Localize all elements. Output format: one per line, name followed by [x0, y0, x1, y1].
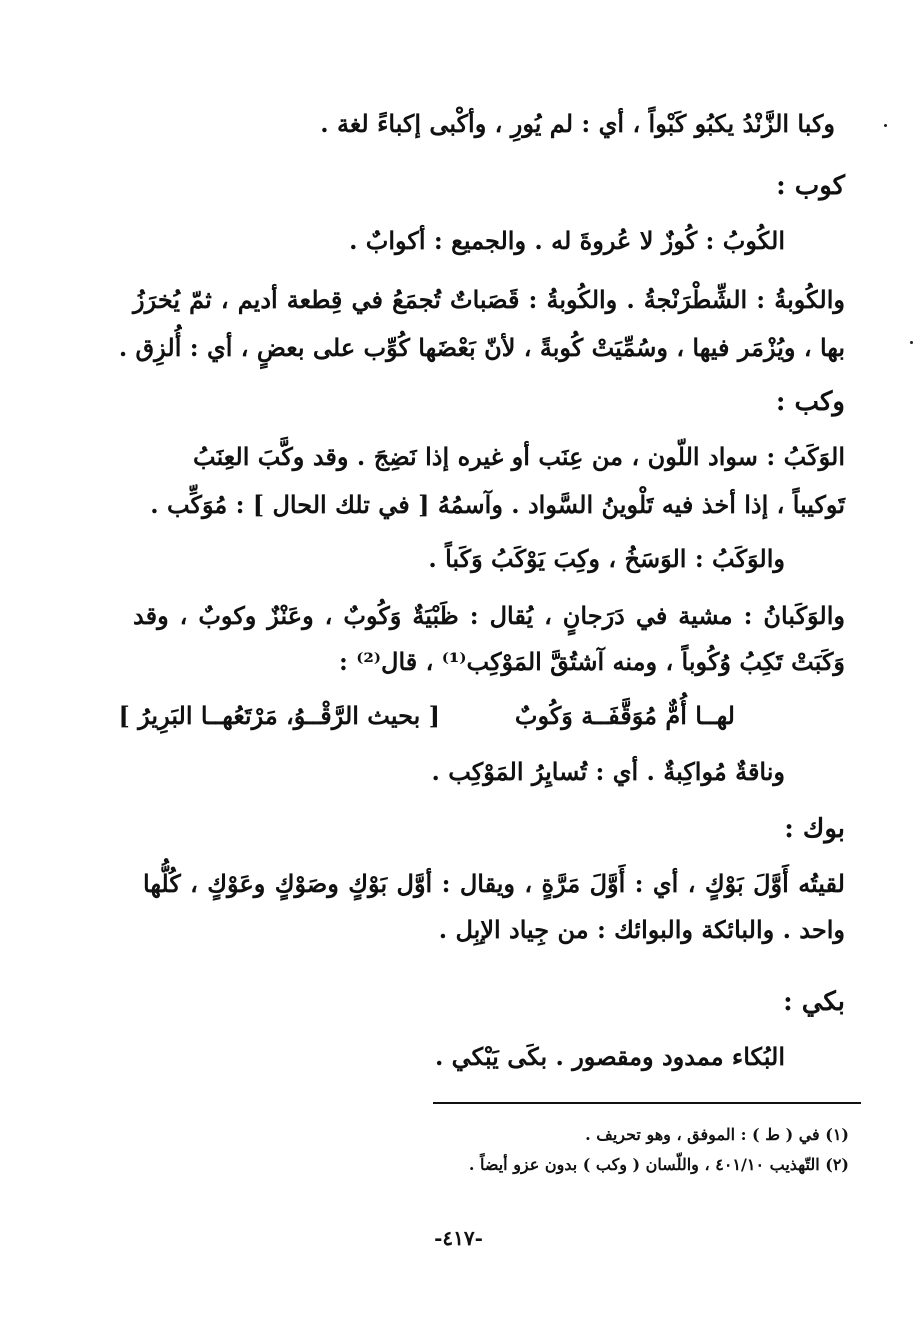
text-line: وكبا الزَّنْدُ يكبُو كَبْواً ، أي : لم يُورِ ، وأكْبى إكباءً لغة . [320, 109, 835, 138]
text-line: الوَكَبُ : سواد اللّون ، من عِنَب أو غيره إذا نَضِجَ . وقد وكَّبَ العِنَبُ [193, 442, 846, 471]
text-line: والوَكَبانُ : مشية في دَرَجانٍ ، يُقال : ظَبْيَةٌ وَكُوبٌ ، وعَنْزٌ وكوبٌ ، وقد [133, 601, 845, 630]
entry-heading-bky: بكي : [783, 987, 845, 1017]
entry-heading-kwb: كوب : [776, 171, 845, 201]
entry-heading-wkb: وكب : [775, 387, 845, 417]
footnote-separator [433, 1102, 861, 1104]
scan-speck [884, 124, 887, 127]
verse-first-hemistich: لهــا أُمٌّ مُوَقَّفَــة وَكُوبٌ [514, 701, 735, 730]
text-line: الكُوبُ : كُوزٌ لا عُروةَ له . والجميع : أكوابٌ . [349, 226, 785, 255]
text-line: بها ، ويُزْمَر فيها ، وسُمِّيَتْ كُوبةً ، لأنّ بَعْضَها كُوِّب على بعضٍ ، أي : أُلزِق . [118, 333, 845, 362]
text-line: والوَكَبُ : الوَسَخُ ، وكِبَ يَوْكَبُ وَكَباً . [428, 544, 785, 573]
page-number: -٤١٧- [434, 1226, 483, 1250]
text-line: واحد . والبائكة والبوائك : من جِياد الإبِل . [438, 915, 845, 944]
text-line: البُكاء ممدود ومقصور . بكَى يَبْكي . [434, 1042, 785, 1071]
footnote-1: (١) في ( ط ) : الموفق ، وهو تحريف . [585, 1125, 849, 1144]
text-line: والكُوبةُ : الشِّطْرَنْجةُ . والكُوبةُ : قَصَباتٌ تُجمَعُ في قِطعة أديم ، ثمّ يُخرَزُ [133, 285, 845, 314]
scan-speck [910, 341, 913, 344]
footnote-2: (٢) التّهذيب ٤٠١/١٠ ، واللّسان ( وكب ) بدون عزو أيضاً . [468, 1155, 849, 1174]
text-line: لقيتُه أَوَّلَ بَوْكٍ ، أي : أَوَّلَ مَرَّةٍ ، ويقال : أوَّل بَوْكٍ وصَوْكٍ وعَوْكٍ ، كُلُّها [143, 869, 845, 898]
text-line: وناقةٌ مُواكِبةٌ . أي : تُسايِرُ المَوْكِب . [431, 757, 785, 786]
text-line: تَوكيباً ، إذا أخذ فيه تَلْوينُ السَّواد . وآسمُهُ [ في تلك الحال ] : مُوَكِّب . [150, 490, 845, 519]
text-line: وَكَبَتْ تَكِبُ وُكُوباً ، ومنه آشتُقَّ المَوْكِب⁽¹⁾ ، قال⁽²⁾ : [339, 647, 845, 676]
entry-heading-bwk: بوك : [784, 814, 845, 844]
verse-second-hemistich: [ بحيث الرَّقْــوُ، مَرْتَعُهــا البَرِيرُ ] [118, 701, 440, 730]
